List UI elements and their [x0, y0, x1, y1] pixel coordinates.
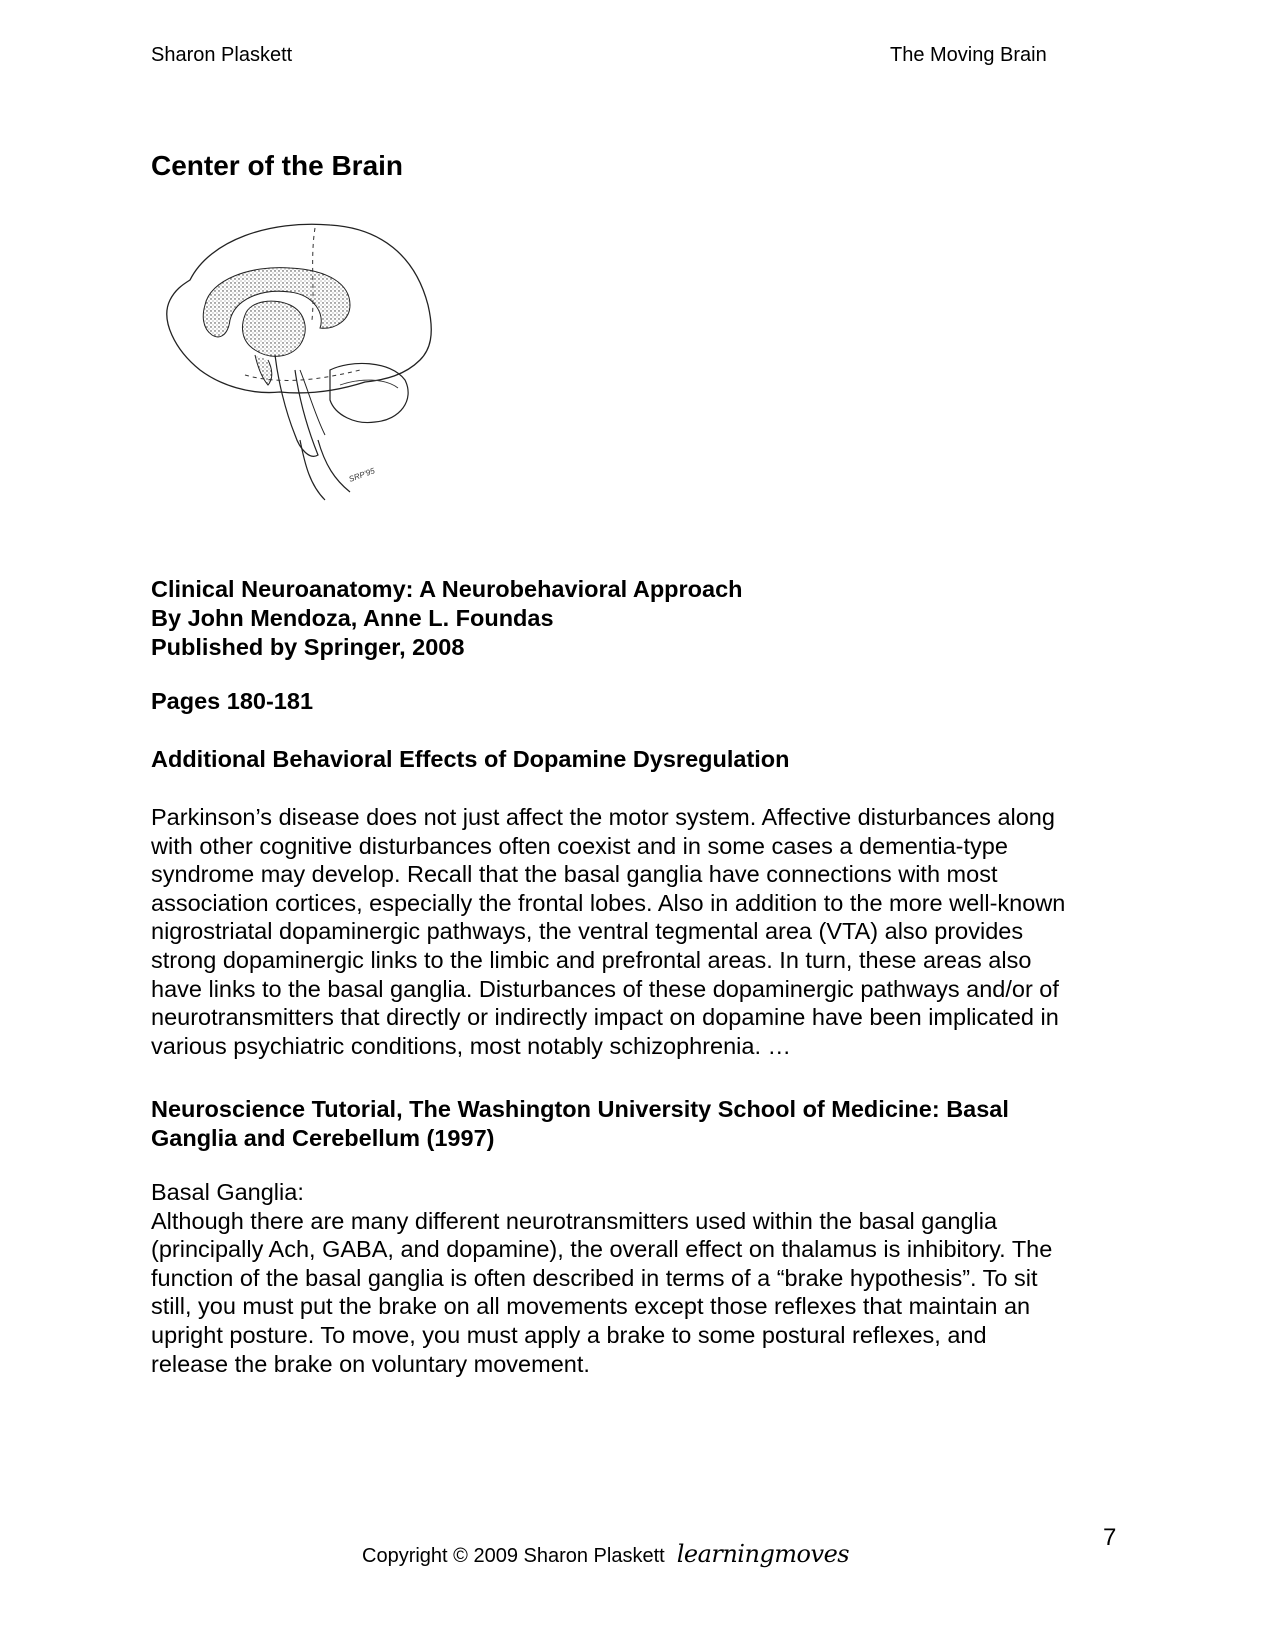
paragraph-line: (principally Ach, GABA, and dopamine), the overall effect on thalamus is inhibitory. The: [151, 1236, 1053, 1263]
source-title-line: Neuroscience Tutorial, The Washington University School of Medicine: Basal: [151, 1096, 1009, 1122]
section-heading: Additional Behavioral Effects of Dopamine Dysregulation: [151, 746, 790, 772]
paragraph-line: Parkinson’s disease does not just affect the motor system. Affective disturbances along: [151, 804, 1055, 830]
source-title-line: Clinical Neuroanatomy: A Neurobehavioral Approach: [151, 576, 743, 602]
paragraph-line: upright posture. To move, you must apply a brake to some postural reflexes, and: [151, 1321, 987, 1348]
paragraph-line: strong dopaminergic links to the limbic and prefrontal areas. In turn, these areas also: [151, 946, 1032, 973]
paragraph-line: neurotransmitters that directly or indirectly impact on dopamine have been implicated in: [151, 1004, 1059, 1031]
brain-illustration: [150, 210, 460, 520]
source-title-line: Ganglia and Cerebellum (1997): [151, 1125, 495, 1151]
page-number: 7: [1103, 1524, 1117, 1551]
paragraph-line: function of the basal ganglia is often described in terms of a “brake hypothesis”. To sit: [151, 1264, 1038, 1291]
footer: [362, 1540, 849, 1568]
artist-signature: SRP'95: [347, 466, 376, 484]
paragraph-line: various psychiatric conditions, most notably schizophrenia. …: [151, 1032, 792, 1059]
paragraph-dopamine: [151, 803, 1131, 1060]
source-citation-2: [151, 1095, 1009, 1153]
pages-reference: Pages 180-181: [151, 688, 314, 714]
paragraph-basal-ganglia: [151, 1178, 1131, 1378]
paragraph-line: nigrostriatal dopaminergic pathways, the ventral tegmental area (VTA) also provides: [151, 918, 1024, 945]
paragraph-line: with other cognitive disturbances often coexist and in some cases a dementia-type: [151, 832, 1008, 859]
paragraph-line: have links to the basal ganglia. Disturbances of these dopaminergic pathways and/or of: [151, 975, 1059, 1002]
source-author-line: By John Mendoza, Anne L. Foundas: [151, 605, 554, 631]
paragraph-line: syndrome may develop. Recall that the basal ganglia have connections with most: [151, 861, 998, 888]
header-doc-title: The Moving Brain: [890, 44, 1047, 66]
paragraph-line: release the brake on voluntary movement.: [151, 1350, 590, 1377]
copyright-text: Copyright © 2009 Sharon Plaskett: [362, 1545, 665, 1567]
paragraph-line: association cortices, especially the frontal lobes. Also in addition to the more well-known: [151, 889, 1066, 916]
page-title: Center of the Brain: [151, 150, 404, 181]
paragraph-line: still, you must put the brake on all movements except those reflexes that maintain an: [151, 1293, 1031, 1320]
subheading-basal-ganglia: Basal Ganglia:: [151, 1179, 304, 1205]
source-citation-1: [151, 575, 743, 662]
brand-logo: learningmoves: [676, 1540, 850, 1568]
paragraph-line: Although there are many different neurotransmitters used within the basal ganglia: [151, 1207, 998, 1234]
header-author: Sharon Plaskett: [151, 44, 293, 66]
source-publisher-line: Published by Springer, 2008: [151, 634, 465, 660]
